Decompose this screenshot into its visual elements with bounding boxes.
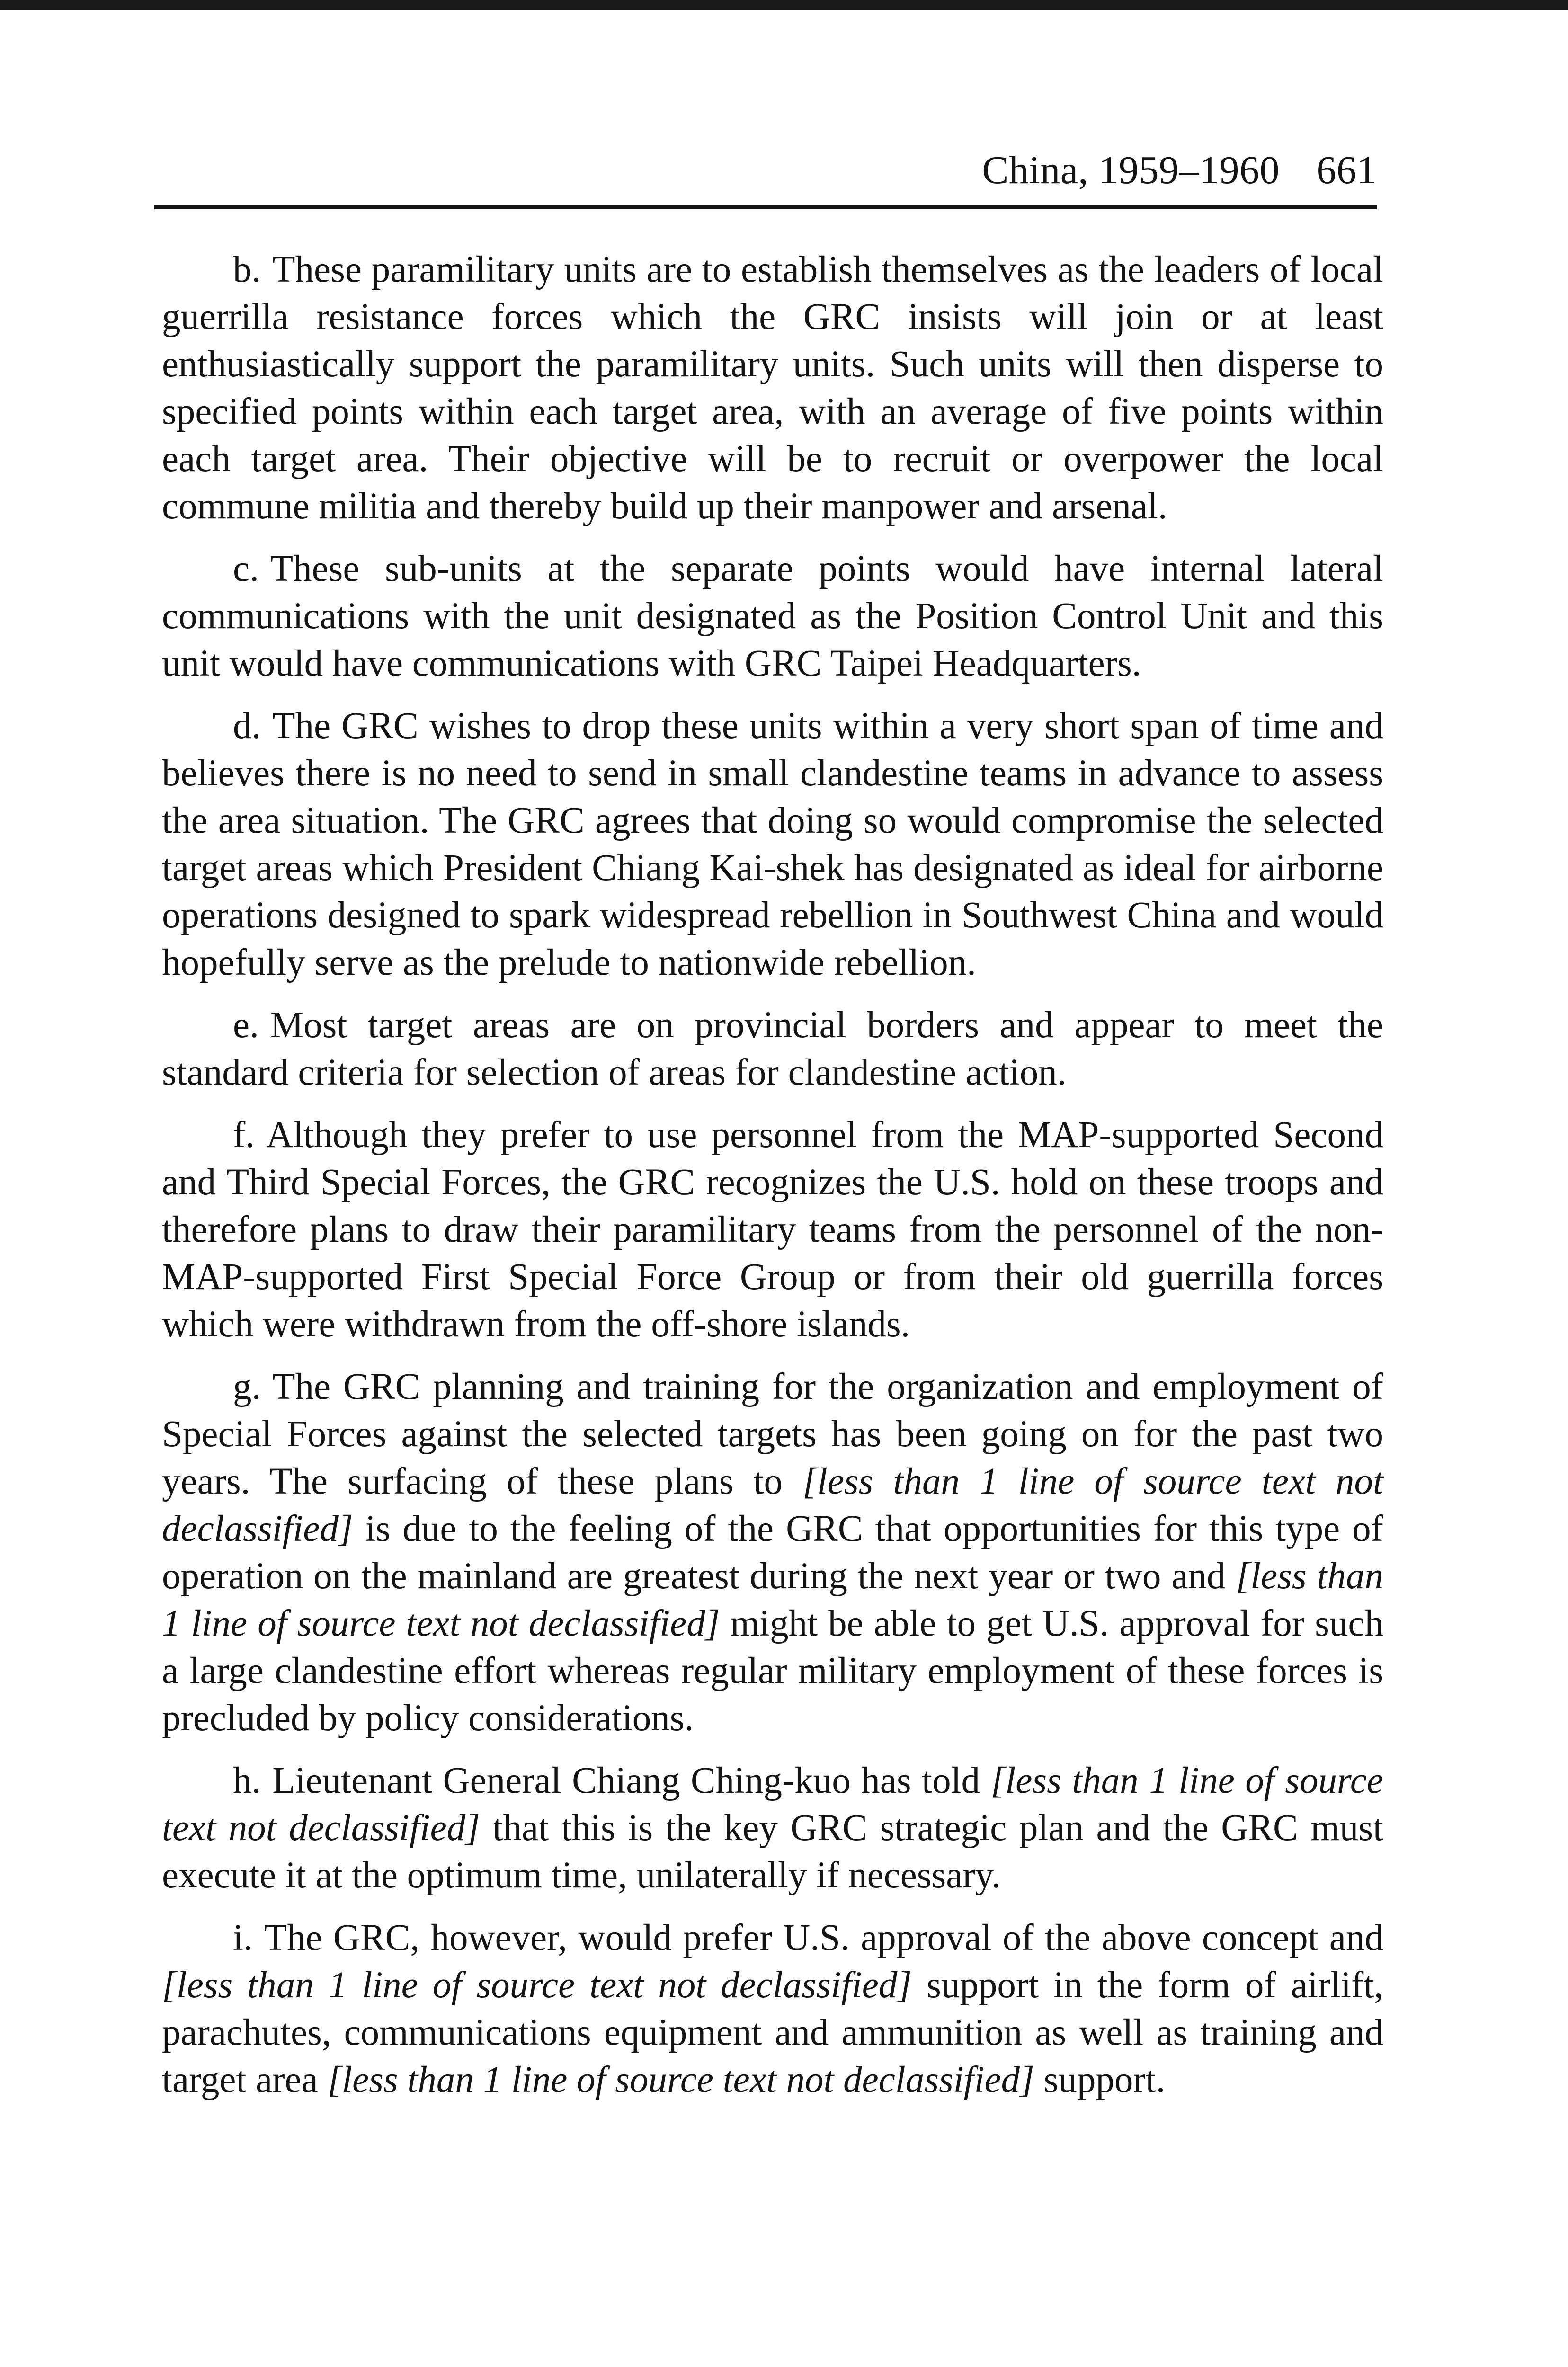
- paragraph-marker: e.: [233, 1005, 259, 1046]
- redaction-note: [less than 1 line of source text not declassified]: [162, 1556, 1383, 1644]
- page-number: 661: [1316, 148, 1377, 192]
- paragraph-e: [162, 1002, 1383, 1096]
- paragraph-f: [162, 1112, 1383, 1348]
- paragraph-marker: g.: [233, 1366, 261, 1407]
- document-body: [162, 246, 1383, 2119]
- paragraph-text: Most target areas are on provincial borders and appear to meet the standard criteria for selection of areas for clandestine action.: [162, 1005, 1383, 1093]
- paragraph-text: is due to the feeling of the GRC that opportunities for this type of operation on the mainland are greatest during the next year or two and: [162, 1508, 1383, 1597]
- paragraph-text: The GRC, however, would prefer U.S. approval of the above concept and: [264, 1917, 1383, 1958]
- paragraph-marker: b.: [233, 249, 261, 290]
- paragraph-c: [162, 545, 1383, 687]
- paragraph-marker: i.: [233, 1917, 253, 1958]
- page-header: [154, 142, 1377, 199]
- redaction-note: [less than 1 line of source text not declassified]: [327, 2059, 1034, 2100]
- paragraph-text: Lieutenant General Chiang Ching-kuo has told: [272, 1760, 991, 1801]
- header-rule: [154, 205, 1377, 209]
- paragraph-text: Although they prefer to use personnel from the MAP-supported Second and Third Special Forces, the GRC recognizes the U.S. hold on these troops and therefore plans to draw their paramilitary teams from the personnel of the non-MAP-supported First Special Force Group or from their old guerrilla forces which were withdrawn from the off-shore islands.: [162, 1114, 1383, 1345]
- paragraph-text: The GRC planning and training for the organization and employment of Special Forces against the selected targets has been going on for the past two years. The surfacing of these plans to: [162, 1366, 1383, 1502]
- paragraph-text: support in the form of airlift, parachutes, communications equipment and ammunition as well as training and target area: [162, 1965, 1383, 2100]
- paragraph-text: These sub-units at the separate points would have internal lateral communications with the unit designated as the Position Control Unit and this unit would have communications with GRC Taipei Headquarters.: [162, 548, 1383, 684]
- paragraph-marker: h.: [233, 1760, 261, 1801]
- redaction-note: [less than 1 line of source text not declassified]: [162, 1965, 912, 2006]
- paragraph-g: [162, 1363, 1383, 1742]
- paragraph-marker: f.: [233, 1114, 255, 1156]
- paragraph-h: [162, 1757, 1383, 1899]
- paragraph-text: that this is the key GRC strategic plan and the GRC must execute it at the optimum time, unilaterally if necessary.: [162, 1807, 1383, 1896]
- paragraph-marker: d.: [233, 705, 261, 747]
- scan-top-edge: [0, 0, 1568, 10]
- paragraph-text: support.: [1034, 2059, 1166, 2100]
- paragraph-d: [162, 703, 1383, 987]
- paragraph-marker: c.: [233, 548, 259, 589]
- redaction-note: [less than 1 line of source text not declassified]: [162, 1760, 1383, 1849]
- paragraph-text: might be able to get U.S. approval for such a large clandestine effort whereas regular military employment of these forces is precluded by policy considerations.: [162, 1603, 1383, 1739]
- running-head: [982, 142, 1377, 199]
- paragraph-b: [162, 246, 1383, 530]
- paragraph-text: These paramilitary units are to establish themselves as the leaders of local guerrilla resistance forces which the GRC insists will join or at least enthusiastically support the paramilitary units. Such units will then disperse to specified points within each target area, with an average of five points within each target area. Their objective will be to recruit or overpower the local commune militia and thereby build up their manpower and arsenal.: [162, 249, 1383, 527]
- running-title: China, 1959–1960: [982, 148, 1280, 192]
- paragraph-i: [162, 1914, 1383, 2104]
- paragraph-text: The GRC wishes to drop these units within a very short span of time and believes there is no need to send in small clandestine teams in advance to assess the area situation. The GRC agrees that doing so would compromise the selected target areas which President Chiang Kai-shek has designated as ideal for airborne operations designed to spark widespread rebellion in Southwest China and would hopefully serve as the prelude to nationwide rebellion.: [162, 705, 1383, 983]
- redaction-note: [less than 1 line of source text not declassified]: [162, 1461, 1384, 1549]
